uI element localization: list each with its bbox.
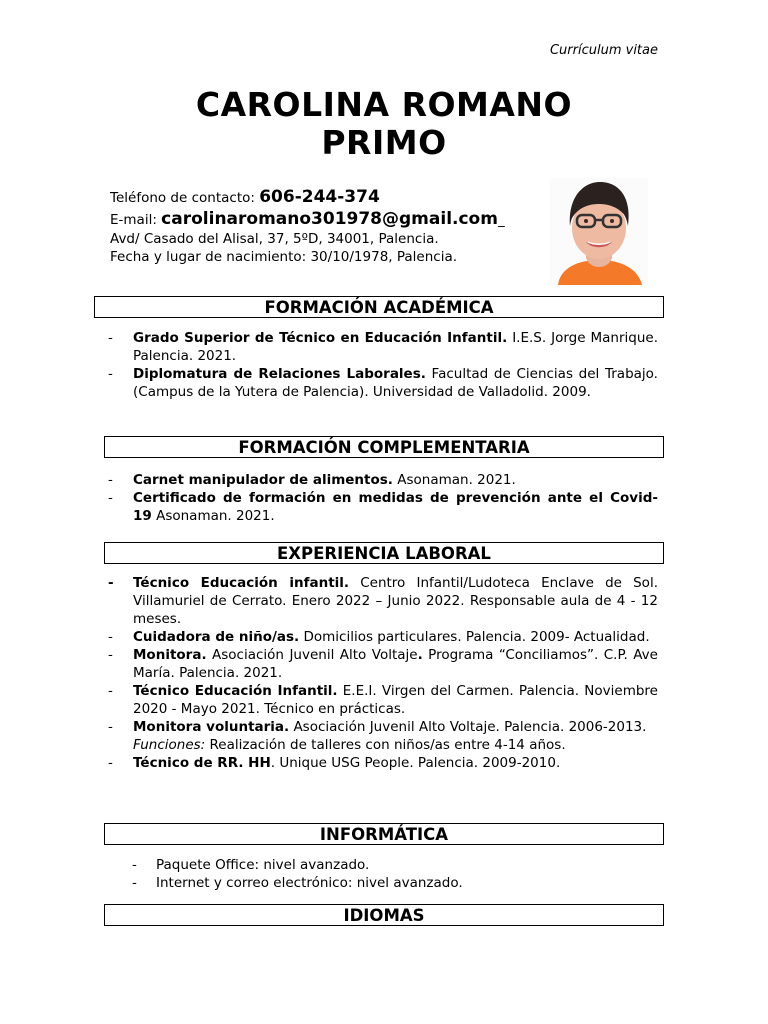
- informatica-list: [108, 856, 658, 892]
- list-dash: -: [108, 366, 113, 382]
- candidate-name: [0, 86, 768, 162]
- email-trail: _: [497, 212, 505, 228]
- email-label: E-mail:: [110, 212, 162, 228]
- section-formacion-complementaria: FORMACIÓN COMPLEMENTARIA: [104, 436, 664, 458]
- list-item: - Internet y correo electrónico: nivel avanzado.: [132, 875, 463, 891]
- address-row: Avd/ Casado del Alisal, 37, 5ºD, 34001, Palencia.: [110, 231, 439, 247]
- list-item: - Cuidadora de niño/as. Domicilios particulares. Palencia. 2009- Actualidad.: [108, 629, 650, 645]
- profile-photo: [550, 178, 648, 285]
- list-dash: -: [108, 472, 113, 488]
- list-item: - Certificado de formación en medidas de prevención ante el Covid- 19 Asonaman. 2021.: [108, 490, 658, 524]
- complementaria-list: [108, 471, 658, 525]
- portrait-illustration: [550, 178, 648, 285]
- name-line-1: CAROLINA ROMANO: [195, 85, 573, 124]
- name-line-2: PRIMO: [321, 123, 447, 162]
- experiencia-list: [108, 574, 658, 772]
- list-dash: -: [108, 490, 113, 506]
- phone-row: [110, 186, 540, 208]
- section-idiomas: IDIOMAS: [104, 904, 664, 926]
- birth-row: Fecha y lugar de nacimiento: 30/10/1978, Palencia.: [110, 249, 458, 265]
- list-dash: -: [108, 647, 113, 663]
- list-item: - Técnico Educación infantil. Centro Infantil/Ludoteca Enclave de Sol. Villamuriel de Cerrato. Enero 2022 – Junio 2022. Responsable aula de 4 - 12 meses.: [108, 575, 658, 627]
- section-informatica: INFORMÁTICA: [104, 823, 664, 845]
- list-item: - Carnet manipulador de alimentos. Asonaman. 2021.: [108, 472, 516, 488]
- section-experiencia-laboral: EXPERIENCIA LABORAL: [104, 542, 664, 564]
- list-item: - Monitora voluntaria. Asociación Juvenil Alto Voltaje. Palencia. 2006-2013.: [108, 719, 647, 735]
- list-dash: -: [108, 683, 113, 699]
- list-dash: -: [108, 719, 113, 735]
- email-row: [110, 208, 540, 230]
- formacion-list: [108, 329, 658, 401]
- list-dash: -: [108, 575, 114, 591]
- list-dash: -: [108, 755, 113, 771]
- cv-label: Currículum vitae: [549, 43, 658, 58]
- email-address[interactable]: carolinaromano301978@gmail.com: [161, 209, 498, 229]
- list-item: - Diplomatura de Relaciones Laborales. Facultad de Ciencias del Trabajo. (Campus de la Yutera de Palencia). Universidad de Valladolid. 2009.: [108, 366, 658, 400]
- list-dash: -: [108, 330, 113, 346]
- phone-label: Teléfono de contacto:: [110, 190, 260, 206]
- list-dash: -: [132, 857, 137, 873]
- contact-block: [110, 186, 540, 266]
- section-formacion-academica: FORMACIÓN ACADÉMICA: [94, 296, 664, 318]
- list-item-functions: Funciones: Realización de talleres con niños/as entre 4-14 años.: [133, 737, 566, 753]
- list-item: - Técnico Educación Infantil. E.E.I. Virgen del Carmen. Palencia. Noviembre 2020 - Mayo 2021. Técnico en prácticas.: [108, 683, 658, 717]
- list-item: - Técnico de RR. HH. Unique USG People. Palencia. 2009-2010.: [108, 755, 561, 771]
- list-dash: -: [132, 875, 137, 891]
- list-item: - Monitora. Asociación Juvenil Alto Voltaje. Programa “Conciliamos”. C.P. Ave María. Palencia. 2021.: [108, 647, 658, 681]
- list-dash: -: [108, 629, 113, 645]
- list-item: - Grado Superior de Técnico en Educación Infantil. I.E.S. Jorge Manrique. Palencia. 2021.: [108, 330, 658, 364]
- list-item: - Paquete Office: nivel avanzado.: [132, 857, 370, 873]
- phone-number: 606-244-374: [259, 187, 380, 207]
